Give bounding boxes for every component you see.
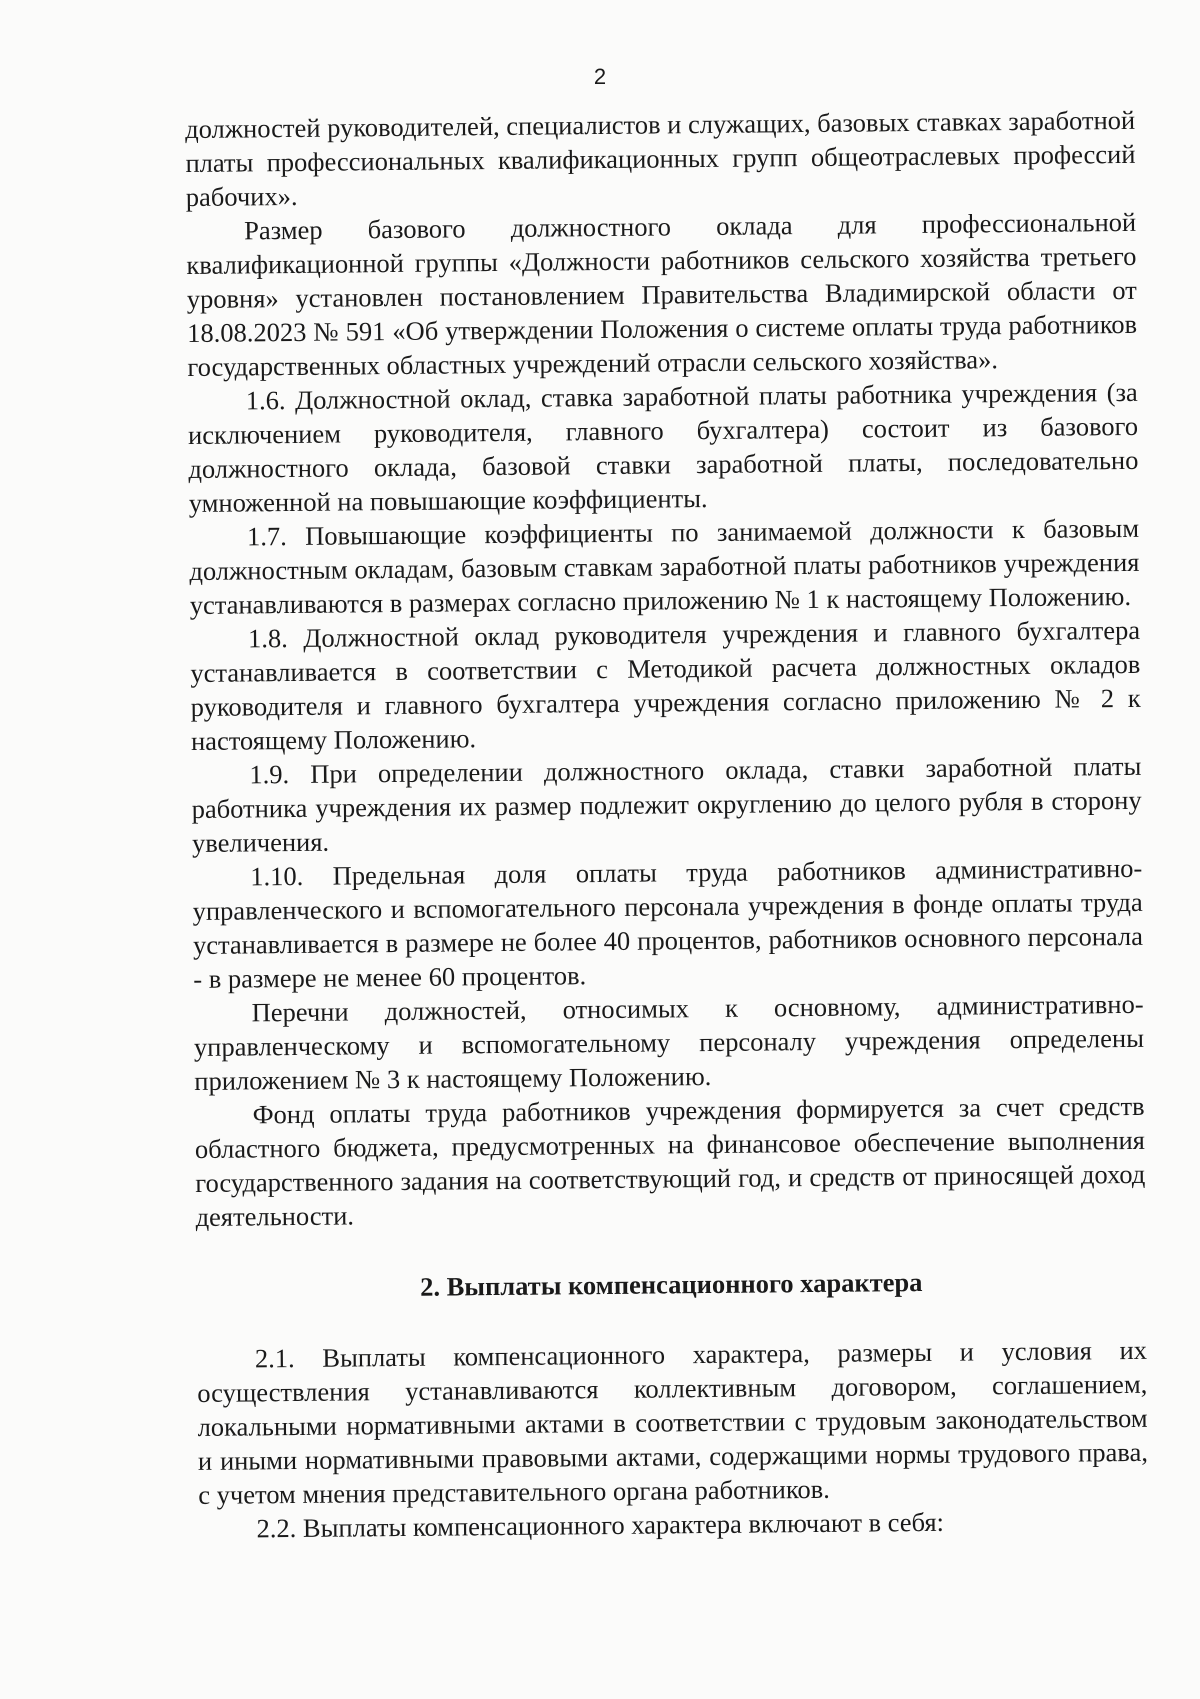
paragraph-position-lists: Перечни должностей, относимых к основному, административно-управленческому и вспомогательному персоналу учреждения определены приложением № 3 к настоящему Положению. [193,988,1145,1096]
paragraph-clause-1-6: 1.6. Должностной оклад, ставка заработной платы работника учреждения (за исключением руководителя, главного бухгалтера) состоит из базового должностного оклада, базовой ставки заработной платы, последовательно умноженной на повышающие коэффициенты. [187,376,1139,518]
page-number: 2 [593,64,607,89]
paragraph-clause-2-1: 2.1. Выплаты компенсационного характера, размеры и условия их осуществления устанавливаются коллективным договором, соглашением, локальными нормативными актами в соответствии с трудовым законодательством и иными нормативными правовыми актами, содержащими нормы трудового права, с учетом мнения представительного органа работников. [197,1334,1149,1510]
paragraph-clause-1-9: 1.9. При определении должностного оклада, ставки заработной платы работника учреждения их размер подлежит округлению до целого рубля в сторону увеличения. [191,750,1142,858]
section-heading: 2. Выплаты компенсационного характера [420,1266,923,1302]
paragraph-clause-1-7: 1.7. Повышающие коэффициенты по занимаемой должности к базовым должностным окладам, базовым ставкам заработной платы работников учреждения устанавливаются в размерах согласно приложению № 1 к настоящему Положению. [189,512,1140,620]
paragraph-base-salary-size: Размер базового должностного оклада для профессиональной квалификационной группы «Должности работников сельского хозяйства третьего уровня» установлен постановлением Правительства Владимирской области от 18.08.2023 № 591 «Об утверждении Положения о системе оплаты труда работников государственных областных учреждений отрасли сельского хозяйства». [186,206,1138,382]
paragraph-clause-1-10: 1.10. Предельная доля оплаты труда работников административно-управленческого и вспомогательного персонала учреждения в фонде оплаты труда устанавливается в размере не более 40 процентов, работников основного персонала - в размере не менее 60 процентов. [192,852,1144,994]
paragraph-wage-fund: Фонд оплаты труда работников учреждения формируется за счет средств областного бюджета, предусмотренных на финансовое обеспечение выполнения государственного задания на соответствующий год, и средств от приносящей доход деятельности. [194,1090,1146,1232]
paragraph-clause-2-2: 2.2. Выплаты компенсационного характера включают в себя: [256,1506,945,1544]
document-body [185,103,1149,1546]
paragraph-clause-1-8: 1.8. Должностной оклад руководителя учреждения и главного бухгалтера устанавливается в соответствии с Методикой расчета должностных окладов руководителя и главного бухгалтера учреждения согласно приложению № 2 к настоящему Положению. [190,614,1141,756]
paragraph-intro-continuation: должностей руководителей, специалистов и служащих, базовых ставках заработной платы профессиональных квалификационных групп общеотраслевых профессий рабочих». [185,104,1136,212]
